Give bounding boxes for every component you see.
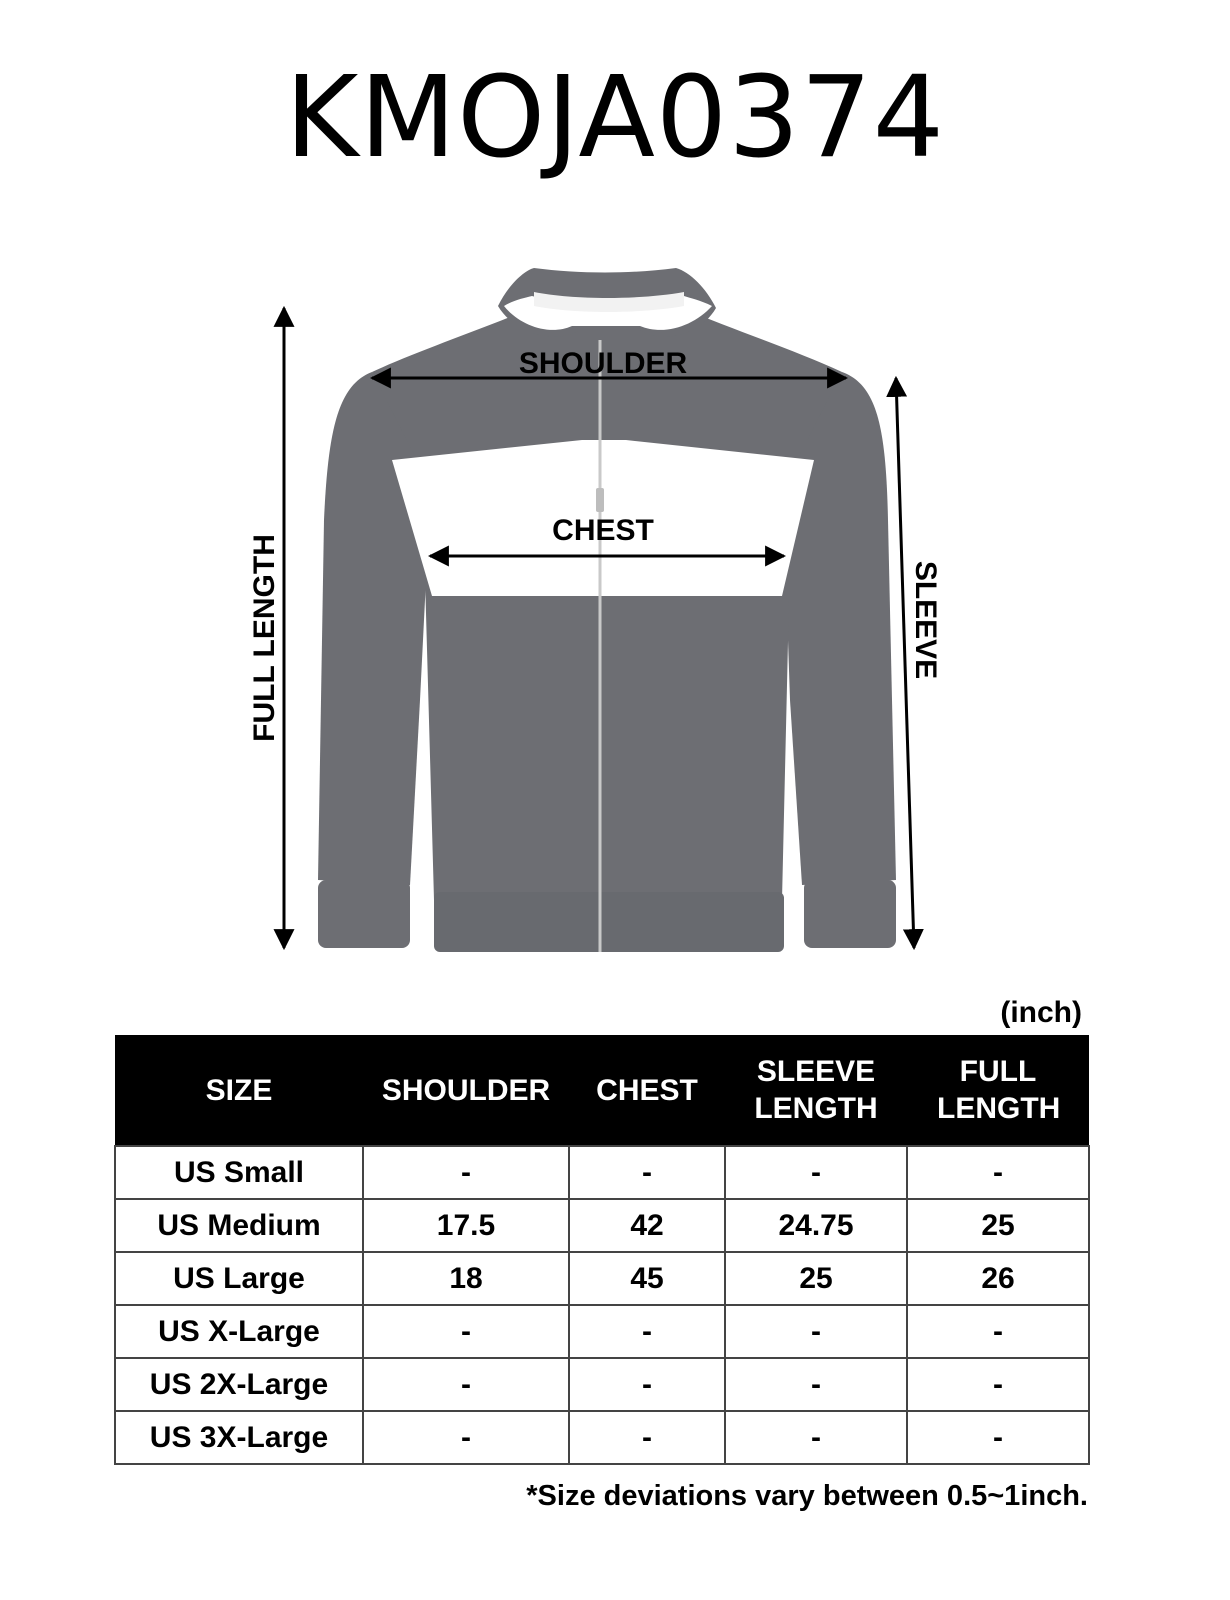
table-row: [115, 1146, 1089, 1199]
table-row: [115, 1252, 1089, 1305]
shoulder-cell: -: [363, 1358, 569, 1411]
size-cell: US X-Large: [115, 1305, 363, 1358]
header-sleeve-length: SLEEVE LENGTH: [725, 1035, 907, 1146]
chest-cell: -: [569, 1358, 725, 1411]
product-code-title: KMOJA0374: [285, 53, 945, 183]
sleeve-length-cell: -: [725, 1146, 907, 1199]
unit-note: (inch): [1000, 996, 1082, 1029]
full-length-cell: -: [907, 1305, 1089, 1358]
size-cell: US 2X-Large: [115, 1358, 363, 1411]
size-cell: US Small: [115, 1146, 363, 1199]
header-shoulder: SHOULDER: [363, 1035, 569, 1146]
full-length-label: FULL LENGTH: [248, 534, 281, 742]
shoulder-cell: -: [363, 1305, 569, 1358]
shoulder-cell: 17.5: [363, 1199, 569, 1252]
header-chest: CHEST: [569, 1035, 725, 1146]
full-length-cell: 25: [907, 1199, 1089, 1252]
header-size: SIZE: [115, 1035, 363, 1146]
sleeve-length-cell: -: [725, 1305, 907, 1358]
jacket-body: [372, 308, 842, 952]
shoulder-cell: -: [363, 1411, 569, 1464]
chest-cell: -: [569, 1146, 725, 1199]
chest-cell: -: [569, 1305, 725, 1358]
chest-cell: 42: [569, 1199, 725, 1252]
sleeve-length-cell: 24.75: [725, 1199, 907, 1252]
size-cell: US Large: [115, 1252, 363, 1305]
table-row: [115, 1358, 1089, 1411]
shoulder-cell: -: [363, 1146, 569, 1199]
chest-cell: -: [569, 1411, 725, 1464]
right-cuff: [804, 880, 896, 948]
size-deviation-footnote: *Size deviations vary between 0.5~1inch.: [526, 1480, 1088, 1512]
chest-label: CHEST: [552, 514, 654, 547]
left-cuff: [318, 880, 410, 948]
size-table-header-row: [115, 1035, 1089, 1146]
waistband: [434, 892, 784, 952]
full-length-cell: -: [907, 1146, 1089, 1199]
size-cell: US Medium: [115, 1199, 363, 1252]
sleeve-length-cell: -: [725, 1411, 907, 1464]
table-row: [115, 1411, 1089, 1464]
shoulder-label: SHOULDER: [518, 347, 688, 380]
sleeve-length-cell: -: [725, 1358, 907, 1411]
size-cell: US 3X-Large: [115, 1411, 363, 1464]
size-table: [114, 1035, 1090, 1465]
shoulder-cell: 18: [363, 1252, 569, 1305]
sleeve-length-cell: 25: [725, 1252, 907, 1305]
table-row: [115, 1199, 1089, 1252]
zipper-pull: [596, 488, 604, 512]
header-full-length: FULL LENGTH: [907, 1035, 1089, 1146]
sleeve-label: SLEEVE: [909, 560, 942, 680]
full-length-cell: -: [907, 1411, 1089, 1464]
chest-cell: 45: [569, 1252, 725, 1305]
full-length-cell: -: [907, 1358, 1089, 1411]
full-length-cell: 26: [907, 1252, 1089, 1305]
table-row: [115, 1305, 1089, 1358]
